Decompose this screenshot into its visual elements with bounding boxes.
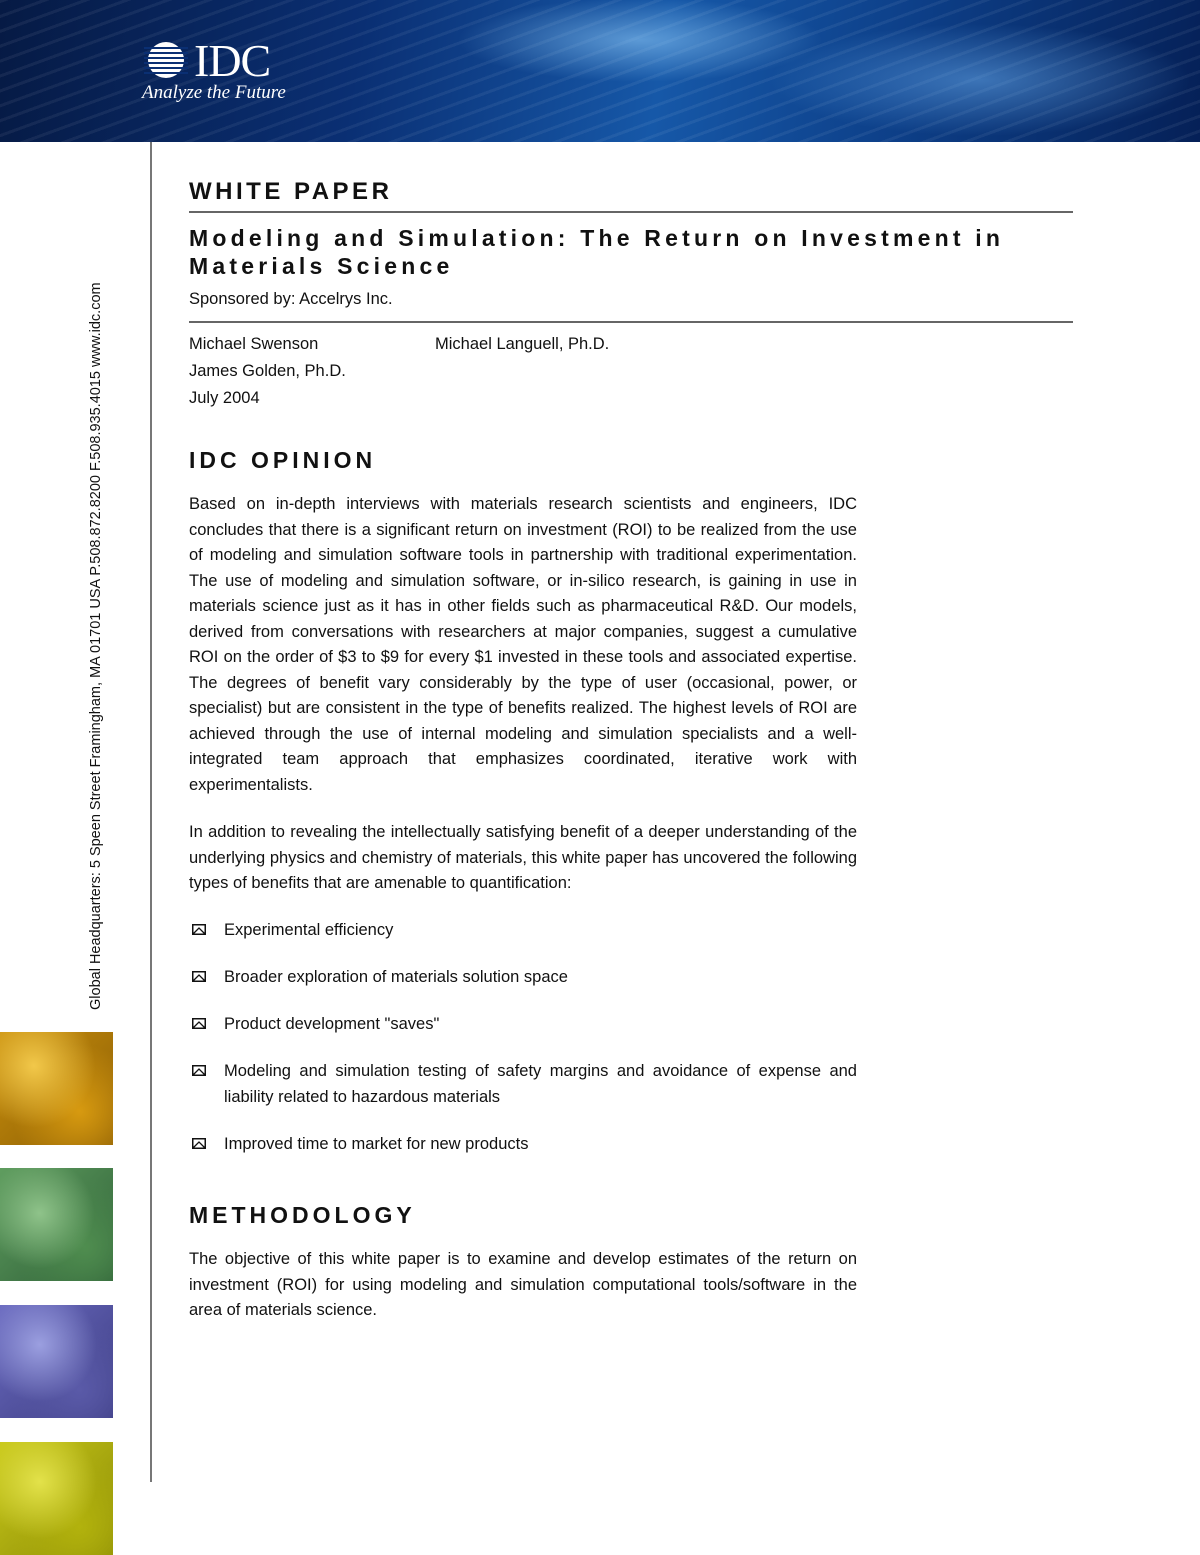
gold-swatch: [0, 1032, 113, 1145]
logo-wordmark: IDC: [194, 35, 271, 86]
methodology-paragraph: The objective of this white paper is to examine and develop estimates of the return on investment (ROI) for using modeling and simulation computational tools/software in the area of materials science.: [189, 1250, 857, 1319]
title-rule-bottom: [189, 321, 1073, 323]
idc-logo: [142, 35, 302, 110]
globe-logo-icon: [142, 40, 190, 80]
envelope-bullet-icon: [192, 924, 206, 935]
page-title: Modeling and Simulation: The Return on Investment in Materials Science: [189, 225, 1005, 279]
section-heading-opinion: IDC OPINION: [189, 447, 377, 473]
author-name: Michael Swenson: [189, 335, 319, 353]
contact-sidebar: Global Headquarters: 5 Speen Street Framingham, MA 01701 USA P.508.872.8200 F.508.935.4015 www.idc.com: [88, 282, 104, 1010]
publication-date: July 2004: [189, 389, 260, 407]
list-item-text: Experimental efficiency: [224, 921, 394, 939]
envelope-bullet-icon: [192, 1138, 206, 1149]
list-item-text: Modeling and simulation testing of safety margins and avoidance of expense and liability related to hazardous materials: [224, 1062, 857, 1106]
lime-swatch: [0, 1442, 113, 1555]
list-item-text: Product development "saves": [224, 1015, 440, 1033]
envelope-bullet-icon: [192, 971, 206, 982]
green-swatch: [0, 1168, 113, 1281]
list-item-text: Broader exploration of materials solution space: [224, 968, 568, 986]
opinion-paragraph-2: In addition to revealing the intellectually satisfying benefit of a deeper understanding of the underlying physics and chemistry of materials, this white paper has uncovered the following types of benefits that are amenable to quantification:: [189, 823, 857, 892]
sponsor-line: Sponsored by: Accelrys Inc.: [189, 290, 393, 308]
section-heading-methodology: METHODOLOGY: [189, 1202, 416, 1228]
envelope-bullet-icon: [192, 1065, 206, 1076]
margin-divider: [150, 142, 152, 1482]
document-type-label: WHITE PAPER: [189, 178, 393, 205]
list-item-text: Improved time to market for new products: [224, 1135, 529, 1153]
violet-swatch: [0, 1305, 113, 1418]
envelope-bullet-icon: [192, 1018, 206, 1029]
author-name: Michael Languell, Ph.D.: [435, 335, 610, 353]
header-banner: [0, 0, 1200, 142]
title-rule-top: [189, 211, 1073, 213]
author-name: James Golden, Ph.D.: [189, 362, 346, 380]
logo-tagline: Analyze the Future: [142, 82, 286, 103]
opinion-paragraph-1: Based on in-depth interviews with materials research scientists and engineers, IDC concludes that there is a significant return on investment (ROI) to be realized from the use of modeling and simulation software tools in partnership with traditional experimentation. The use of modeling and simulation software, or in-silico research, is gaining in use in materials science just as it has in other fields such as pharmaceutical R&D. Our models, derived from conversations with researchers at major companies, suggest a cumulative ROI on the order of $3 to $9 for every $1 invested in these tools and associated expertise. The degrees of benefit vary considerably by the type of user (occasional, power, or specialist) but are consistent in the type of benefits realized. The highest levels of ROI are achieved through the use of internal modeling and simulation specialists and a well-integrated team approach that emphasizes coordinated, iterative work with experimentalists.: [189, 495, 857, 794]
